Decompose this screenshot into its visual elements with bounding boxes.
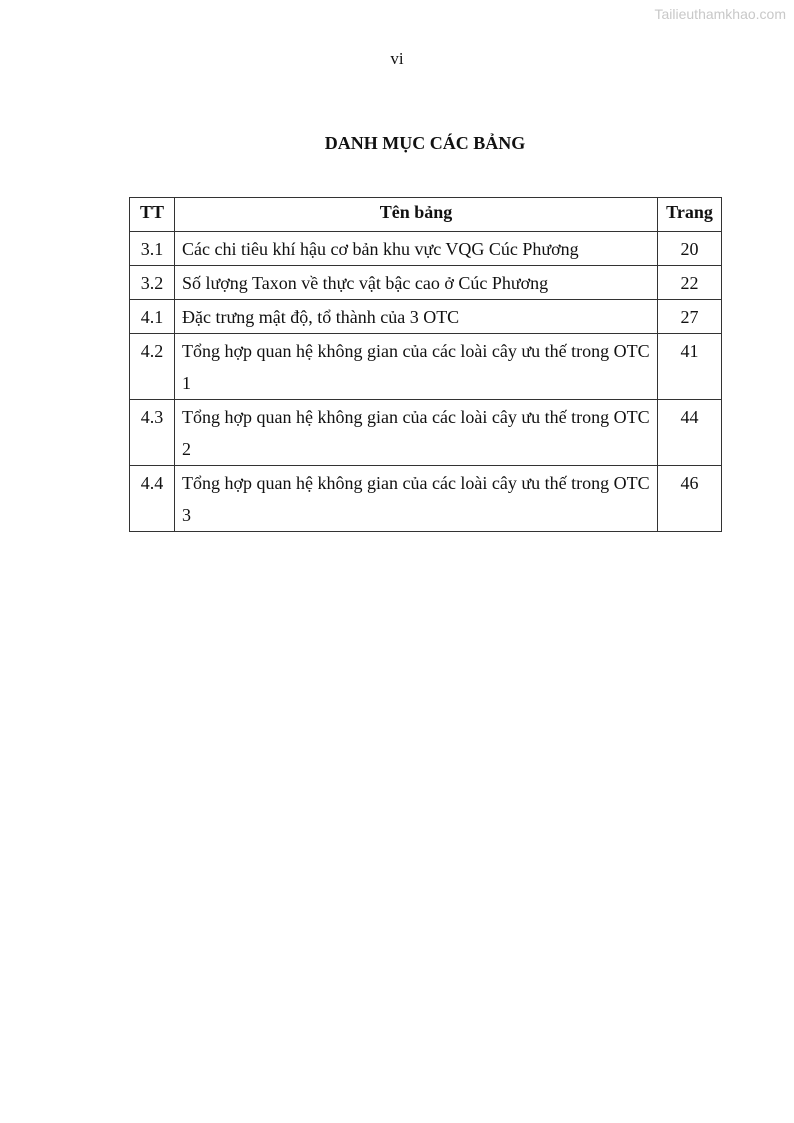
row-page: 27 — [658, 300, 722, 334]
page-number: vi — [390, 49, 404, 68]
row-tt: 4.2 — [130, 334, 175, 400]
row-name: Đặc trưng mật độ, tổ thành của 3 OTC — [175, 300, 658, 334]
table-row — [130, 466, 722, 532]
table-row — [130, 266, 722, 300]
row-page: 22 — [658, 266, 722, 300]
row-tt: 4.4 — [130, 466, 175, 532]
row-page: 41 — [658, 334, 722, 400]
row-page: 46 — [658, 466, 722, 532]
header-tt: TT — [130, 198, 175, 232]
row-name: Số lượng Taxon về thực vật bậc cao ở Cúc Phương — [175, 266, 658, 300]
row-name: Tổng hợp quan hệ không gian của các loài cây ưu thế trong OTC 1 — [175, 334, 658, 400]
row-tt: 4.3 — [130, 400, 175, 466]
table-header-row — [130, 198, 722, 232]
row-page: 44 — [658, 400, 722, 466]
table-row — [130, 232, 722, 266]
watermark: Tailieuthamkhao.com — [654, 6, 786, 22]
row-name: Các chi tiêu khí hậu cơ bản khu vực VQG Cúc Phương — [175, 232, 658, 266]
table-row — [130, 300, 722, 334]
header-name: Tên bảng — [175, 198, 658, 232]
table-row — [130, 400, 722, 466]
header-page: Trang — [658, 198, 722, 232]
row-tt: 4.1 — [130, 300, 175, 334]
row-tt: 3.2 — [130, 266, 175, 300]
row-page: 20 — [658, 232, 722, 266]
page-title: DANH MỤC CÁC BẢNG — [324, 133, 526, 153]
tables-list — [129, 197, 722, 532]
row-tt: 3.1 — [130, 232, 175, 266]
row-name: Tổng hợp quan hệ không gian của các loài cây ưu thế trong OTC 2 — [175, 400, 658, 466]
row-name: Tổng hợp quan hệ không gian của các loài cây ưu thế trong OTC 3 — [175, 466, 658, 532]
table-row — [130, 334, 722, 400]
